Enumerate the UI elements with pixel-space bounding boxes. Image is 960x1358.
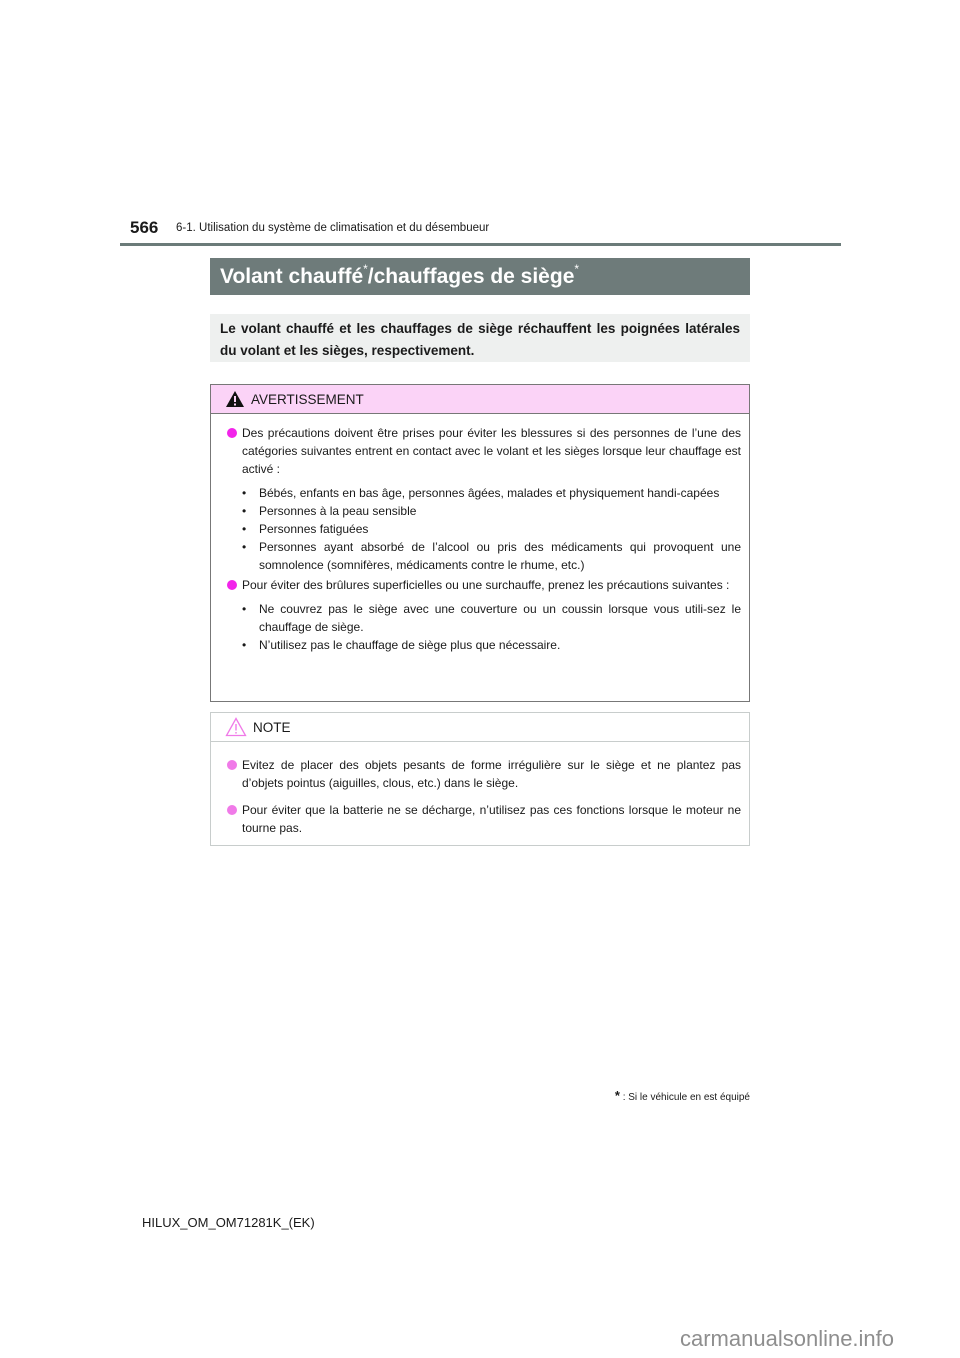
title-part1: Volant chauffé <box>220 265 364 288</box>
sub-item: • Bébés, enfants en bas âge, personnes âgées, malades et physiquement handi-capées <box>242 484 741 502</box>
sub-item: • N’utilisez pas le chauffage de siège plus que nécessaire. <box>242 636 741 654</box>
warning-item: Des précautions doivent être prises pour éviter les blessures si des personnes de l’une des catégories suivantes entrent en contact avec le volant et les sièges lorsque leur chauffage est activé : <box>227 424 741 478</box>
asterisk-mark: * <box>363 262 368 276</box>
header-divider <box>120 243 841 246</box>
bullet-icon <box>227 805 237 815</box>
warning-label: AVERTISSEMENT <box>251 391 364 407</box>
bullet-icon <box>227 428 237 438</box>
page-number: 566 <box>130 218 159 237</box>
sub-list <box>242 484 741 574</box>
note-item: Pour éviter que la batterie ne se décharge, n’utilisez pas ces fonctions lorsque le moteur ne tourne pas. <box>227 801 741 837</box>
sub-item: • Ne couvrez pas le siège avec une couverture ou un coussin lorsque vous utili-sez le chauffage de siège. <box>242 600 741 636</box>
warning-triangle-icon <box>225 390 245 408</box>
asterisk-mark: * <box>574 262 580 276</box>
chapter-title: 6-1. Utilisation du système de climatisation et du désembueur <box>176 222 490 234</box>
warning-header <box>211 385 749 414</box>
sub-item: • Personnes ayant absorbé de l’alcool ou pris des médicaments qui provoquent une somnolence (somnifères, médicaments contre le rhume, etc.) <box>242 538 741 574</box>
footnote-text: : Si le véhicule en est équipé <box>622 1092 750 1103</box>
caution-triangle-icon <box>225 717 247 737</box>
footnote <box>600 1088 750 1103</box>
sub-item: • Personnes à la peau sensible <box>242 502 741 520</box>
section-title <box>210 258 750 295</box>
watermark: carmanualsonline.info <box>680 1326 895 1351</box>
note-header <box>211 713 749 742</box>
warning-item: Pour éviter des brûlures superficielles ou une surchauffe, prenez les précautions suivantes : <box>227 576 741 594</box>
sub-list <box>242 600 741 654</box>
intro-text: Le volant chauffé et les chauffages de siège réchauffent les poignées latérales du volant et les sièges, respectivement. <box>210 314 750 362</box>
title-part2: /chauffages de siège <box>367 265 575 288</box>
asterisk-icon: * <box>614 1088 620 1103</box>
sub-item: • Personnes fatiguées <box>242 520 741 538</box>
note-item: Evitez de placer des objets pesants de forme irrégulière sur le siège et ne plantez pas d’objets pointus (aiguilles, clous, etc.) dans le siège. <box>227 756 741 792</box>
bullet-icon <box>227 760 237 770</box>
note-label: NOTE <box>253 719 291 735</box>
warning-box <box>210 384 750 702</box>
note-box <box>210 712 750 846</box>
document-id: HILUX_OM_OM71281K_(EK) <box>142 1215 315 1230</box>
bullet-icon <box>227 580 237 590</box>
